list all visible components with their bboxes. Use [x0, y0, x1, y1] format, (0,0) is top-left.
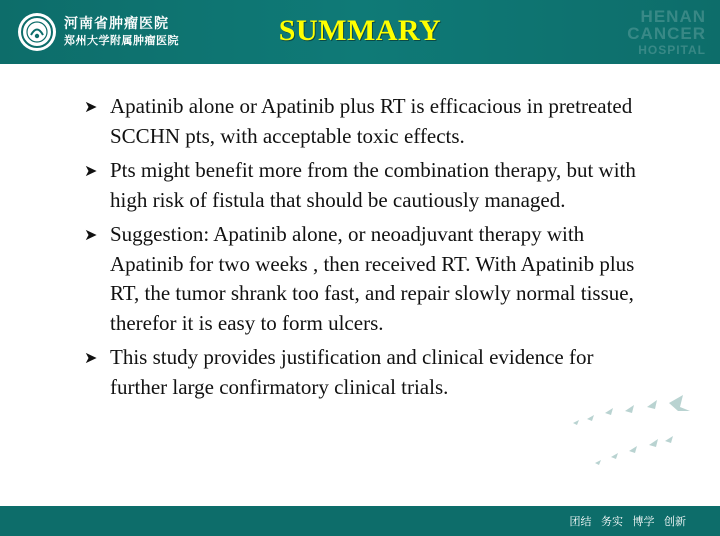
bullet-item [84, 343, 644, 402]
logo-name-line2: 郑州大学附属肿瘤医院 [64, 34, 179, 48]
bullet-text: Suggestion: Apatinib alone, or neoadjuvant therapy with Apatinib for two weeks , then received RT. With Apatinib plus RT, the tumor shrank too fast, and repair slowly normal tissue, therefor it is easy to form ulcers. [110, 222, 635, 335]
watermark-line: HENAN [640, 7, 706, 26]
bullet-item [84, 156, 644, 215]
arrow-bullet-icon: ➤ [84, 225, 98, 244]
footer-bar [0, 506, 720, 536]
bullet-item [84, 92, 644, 151]
watermark-line: HOSPITAL [638, 43, 706, 57]
watermark-text [627, 8, 706, 59]
arrow-bullet-icon: ➤ [84, 348, 98, 367]
watermark-line: CANCER [627, 24, 706, 43]
bullet-text: This study provides justification and clinical evidence for further large confirmatory clinical trials. [110, 345, 594, 399]
logo-name-line1: 河南省肿瘤医院 [64, 16, 169, 33]
bullet-text: Apatinib alone or Apatinib plus RT is efficacious in pretreated SCCHN pts, with acceptable toxic effects. [110, 94, 633, 148]
flying-birds-icon [565, 395, 705, 485]
bullet-text: Pts might benefit more from the combination therapy, but with high risk of fistula that should be cautiously managed. [110, 158, 636, 212]
slide-title: SUMMARY [278, 14, 442, 47]
header-bar [0, 0, 720, 64]
bullet-item [84, 220, 644, 338]
arrow-bullet-icon: ➤ [84, 161, 98, 180]
arrow-bullet-icon: ➤ [84, 97, 98, 116]
summary-list [84, 92, 644, 407]
hospital-motto: 团结 务实 博学 创新 [569, 515, 686, 528]
